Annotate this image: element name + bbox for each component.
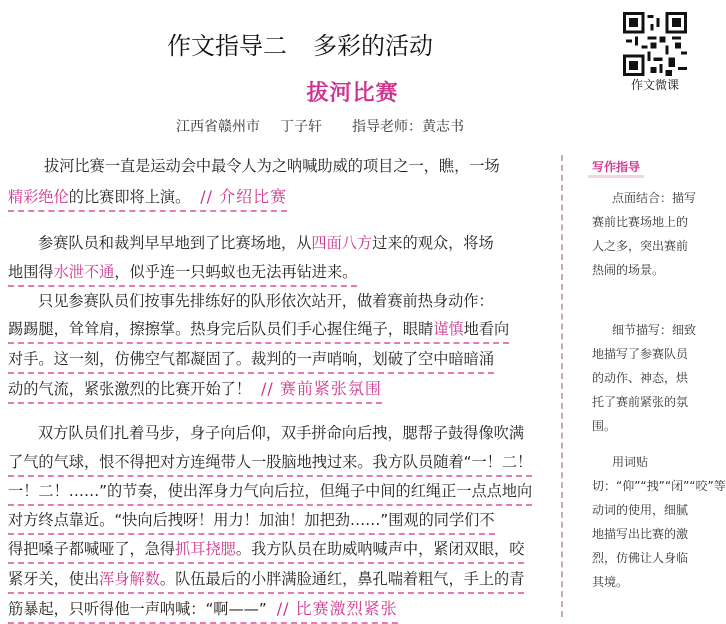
essay-line xyxy=(8,346,494,374)
qr-caption: 作文微课 xyxy=(630,78,679,92)
page-title xyxy=(0,26,600,61)
highlighted-phrase: 抓耳挠腮 xyxy=(175,540,236,558)
margin-annotation: // 比赛激烈紧张 xyxy=(276,599,398,618)
essay-text: 动的气流，紧张激烈的比赛开始了！ xyxy=(8,380,251,398)
essay-line xyxy=(8,478,532,506)
essay-title: 拔河比赛 xyxy=(306,81,399,106)
sidebar-note: 细节描写：细致地描写了参赛队员的动作、神态，烘托了赛前紧张的氛围。 xyxy=(592,323,697,433)
essay-line xyxy=(8,566,524,594)
section-label: 作文指导二 xyxy=(167,32,287,60)
essay-text: 。我方队员在助威呐喊声中，紧闭双眼，咬 xyxy=(235,540,525,558)
highlighted-phrase: 四面八方 xyxy=(311,234,373,252)
essay-line xyxy=(38,420,524,446)
author-place: 江西省赣州市 xyxy=(176,119,260,135)
author-name: 丁子轩 xyxy=(280,119,322,135)
essay-text: 了气的气球，恨不得把对方连绳带人一股脑地拽过来。我方队员随着“一！二！ xyxy=(8,453,533,471)
essay-line xyxy=(8,184,287,212)
highlighted-phrase: 精彩绝伦 xyxy=(8,188,69,206)
essay-line xyxy=(38,230,494,256)
sidebar-note: 用词贴切：“仰”“拽”“闭”“咬”等动词的使用，细腻地描写出比赛的激烈，仿佛让人身临其境。 xyxy=(592,455,726,589)
essay-line xyxy=(8,536,524,564)
teacher-name: 指导老师：黄志书 xyxy=(352,119,464,135)
essay-text: 筋暴起，只听得他一声呐喊：“啊——” xyxy=(8,600,267,618)
essay-text: 过来的观众，将场 xyxy=(372,234,494,252)
highlighted-phrase: 谨慎 xyxy=(433,320,464,338)
essay-line xyxy=(8,259,357,287)
column-divider xyxy=(561,155,563,617)
essay-line xyxy=(8,376,382,404)
essay-text: 对手。这一刻，仿佛空气都凝固了。裁判的一声哨响，划破了空中暗暗涌 xyxy=(8,350,494,368)
highlighted-phrase: 水泄不通 xyxy=(53,263,115,281)
essay-line xyxy=(38,288,494,314)
essay-line xyxy=(8,507,495,535)
essay-line xyxy=(44,153,500,179)
margin-annotation: // 赛前紧张氛围 xyxy=(261,379,382,398)
highlighted-phrase: 浑身解数 xyxy=(99,570,160,588)
margin-annotation: // 介绍比赛 xyxy=(200,187,288,206)
qr-code-icon[interactable] xyxy=(623,12,687,76)
essay-text: 地看向 xyxy=(463,320,510,338)
essay-text: 只见参赛队员们按事先排练好的队形依次站开，做着赛前热身动作： xyxy=(38,292,494,310)
essay-text: 地围得 xyxy=(8,263,54,281)
essay-line xyxy=(8,596,398,624)
essay-text: 的比赛即将上演。 xyxy=(68,188,191,206)
essay-text: 对方终点靠近。“快向后拽呀！用力！加油！加把劲……”围观的同学们不 xyxy=(8,511,495,529)
essay-line xyxy=(8,316,509,344)
essay-line xyxy=(8,449,532,477)
sidebar-note: 点面结合：描写赛前比赛场地上的人之多，突出赛前热闹的场景。 xyxy=(592,191,697,277)
essay-text: 一！二！……”的节奏，使出浑身力气向后拉，但绳子中间的红绳正一点点地向 xyxy=(8,482,533,500)
essay-text: 。队伍最后的小胖满脸通红，鼻孔喘着粗气，手上的青 xyxy=(159,570,525,588)
section-topic: 多彩的活动 xyxy=(313,32,433,60)
essay-text: 得把嗓子都喊哑了，急得 xyxy=(8,540,176,558)
essay-text: 参赛队员和裁判早早地到了比赛场地，从 xyxy=(38,234,312,252)
essay-text: ，似乎连一只蚂蚁也无法再钻进来。 xyxy=(114,263,358,281)
essay-text: 拔河比赛一直是运动会中最令人为之呐喊助威的项目之一，瞧，一场 xyxy=(44,157,500,175)
essay-text: 双方队员们扎着马步，身子向后仰，双手拼命向后拽，腮帮子鼓得像吹满 xyxy=(38,424,524,442)
essay-text: 踢踢腿，耸耸肩，擦擦掌。热身完后队员们手心握住绳子，眼睛 xyxy=(8,320,434,338)
sidebar-title: 写作指导 xyxy=(592,160,641,174)
byline xyxy=(176,116,464,136)
essay-text: 紧牙关，使出 xyxy=(8,570,100,588)
